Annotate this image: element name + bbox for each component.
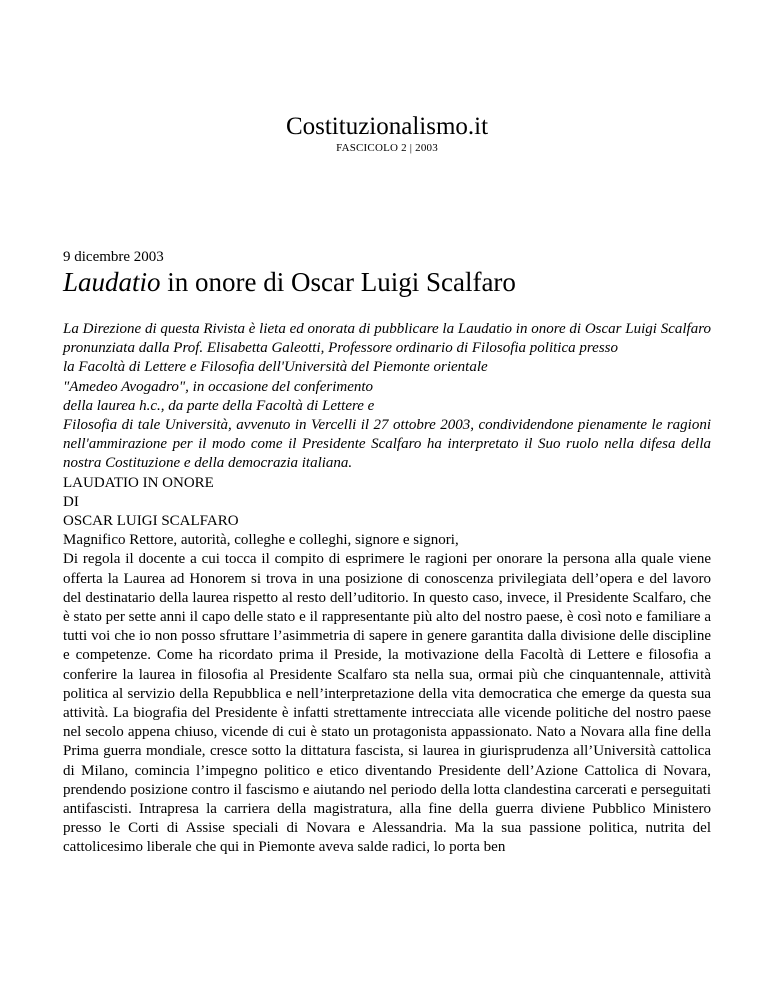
laudatio-heading-line: LAUDATIO IN ONORE	[63, 474, 214, 491]
article-title-italic: Laudatio	[63, 267, 161, 297]
intro-line: della laurea h.c., da parte della Facoltà di Lettere e	[63, 397, 375, 414]
laudatio-heading-line: DI	[63, 493, 79, 510]
intro-line: la Facoltà di Lettere e Filosofia dell'Università del Piemonte orientale	[63, 359, 488, 376]
editorial-intro	[63, 320, 711, 474]
article-date: 9 dicembre 2003	[63, 249, 164, 265]
masthead	[63, 112, 711, 155]
intro-paragraph: La Direzione di questa Rivista è lieta ed onorata di pubblicare la Laudatio in onore di Oscar Luigi Scalfaro pronunziata dalla Prof. Elisabetta Galeotti, Professore ordinario di Filosofia politica presso	[63, 321, 711, 357]
issue-label: FASCICOLO 2 | 2003	[336, 142, 438, 154]
site-title: Costituzionalismo.it	[285, 113, 489, 140]
intro-line: "Amedeo Avogadro", in occasione del conferimento	[63, 378, 374, 395]
laudatio-text	[63, 474, 711, 858]
article-title-rest: in onore di Oscar Luigi Scalfaro	[160, 267, 516, 297]
salutation: Magnifico Rettore, autorità, colleghe e colleghi, signore e signori,	[63, 532, 459, 549]
article	[63, 248, 711, 858]
body-paragraph: Di regola il docente a cui tocca il compito di esprimere le ragioni per onorare la persona alla quale viene offerta la Laurea ad Honorem si trova in una posizione di conoscenza privilegiata dell’opera e del lavoro del destinatario della laurea rispetto al resto dell’uditorio. In questo caso, invece, il Presidente Scalfaro, che è stato per sette anni il capo delle stato e il rappresentante più alto del nostro paese, è così noto e familiare a tutti voi che io non posso sfruttare l’asimmetria di sapere in genere garantita dalla divisione delle discipline e competenze. Come ha ricordato prima il Preside, la motivazione della Facoltà di Lettere e filosofia a conferire la laurea in filosofia al Presidente Scalfaro sta nella sua, ormai più che cinquantennale, attività politica al servizio della Repubblica e nell’interpretazione della vita democratica che emerge da questa sua attività. La biografia del Presidente è infatti strettamente intrecciata alle vicende politiche del nostro paese nel secolo appena chiuso, vicende di cui è stato un protagonista appassionato. Nato a Novara alla fine della Prima guerra mondiale, cresce sotto la dittatura fascista, si laurea in giurisprudenza all’Università cattolica di Milano, comincia l’impegno politico e etico diventando Presidente dell’Azione Cattolica di Novara, prendendo posizione contro il fascismo e aiutando nel periodo della lotta clandestina carcerati e perseguitati antifascisti. Intrapresa la carriera della magistratura, alla fine della guerra diviene Pubblico Ministero presso le Corti di Assise speciali di Novara e Alessandria. Ma la sua passione politica, nutrita del cattolicesimo liberale che qui in Piemonte aveva salde radici, lo porta ben	[63, 551, 711, 856]
article-title	[63, 266, 711, 298]
intro-paragraph: Filosofia di tale Università, avvenuto in Vercelli il 27 ottobre 2003, condividendone pienamente le ragioni nell'ammirazione per il modo come il Presidente Scalfaro ha interpretato il Suo ruolo nella difesa della nostra Costituzione e della democrazia italiana.	[63, 417, 711, 472]
laudatio-heading-line: OSCAR LUIGI SCALFARO	[63, 513, 239, 530]
